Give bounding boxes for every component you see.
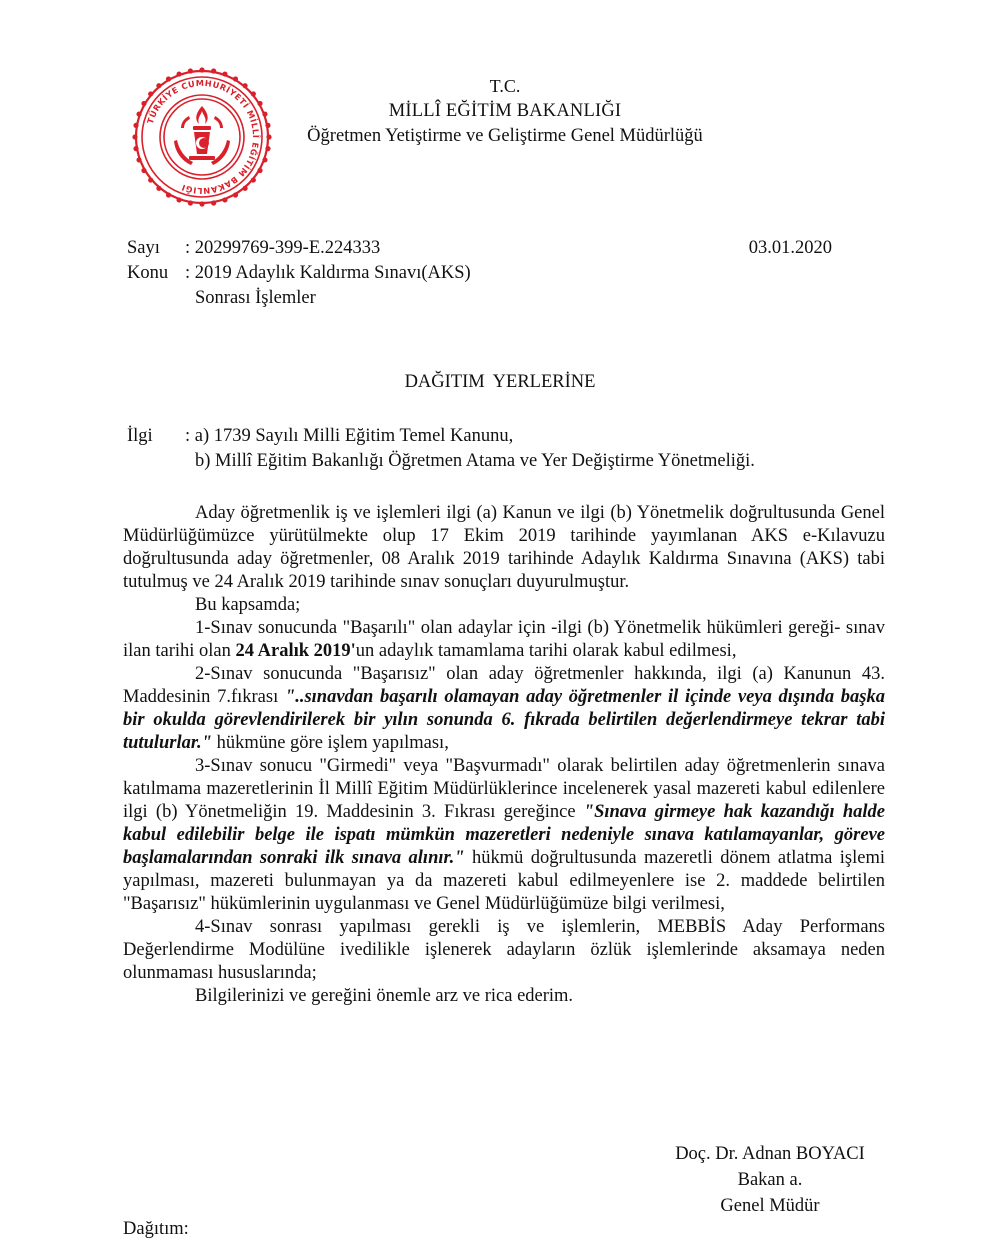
seal-edge-bump	[166, 76, 171, 81]
distribution-label: Dağıtım:	[123, 1219, 189, 1239]
subject-value-continued: Sonrası İşlemler	[195, 288, 316, 308]
seal-edge-bump	[251, 177, 256, 182]
reference-label: İlgi	[127, 426, 153, 446]
seal-edge-bump	[133, 146, 138, 151]
seal-edge-bump	[262, 111, 267, 116]
scope-paragraph: Bu kapsamda;	[195, 595, 301, 615]
reference-block	[127, 424, 847, 474]
reference-b-row	[127, 449, 847, 474]
seal-edge-bump	[211, 68, 216, 73]
seal-edge-bump	[133, 123, 138, 128]
seal-edge-bump	[233, 76, 238, 81]
seal-edge-bump	[132, 134, 137, 139]
signature-block	[600, 1141, 890, 1219]
seal-edge-bump	[199, 67, 204, 72]
item-4-paragraph: 4-Sınav sonrası yapılması gerekli iş ve işlemlerin, MEBBİS Aday Performans Değerlendirme Modülüne ivedilikle işlenerek adayların özlük işlemlerinde aksamaya neden olunmaması hususlarında;	[123, 917, 885, 983]
seal-edge-bump	[257, 101, 262, 106]
number-value: : 20299769-399-E.224333	[185, 238, 381, 258]
seal-edge-bump	[166, 192, 171, 197]
number-label: Sayı	[127, 238, 160, 258]
subject-value: : 2019 Adaylık Kaldırma Sınavı(AKS)	[185, 263, 471, 283]
seal-edge-bump	[211, 200, 216, 205]
letterhead	[270, 74, 740, 149]
seal-edge-bump	[199, 201, 204, 206]
item-3-text: 3-Sınav sonucu "Girmedi" veya "Başvurmadı" olarak belirtilen aday öğretmenlerin sınava katılmama mazeretlerinin İl Millî Eğitim Müdürlüklerince incelenerek yasal mazereti kabul edilenlere ilgi (b) Yönetmeliğin 19. Maddesinin 3. Fıkrası gereğince	[123, 756, 885, 822]
document-meta	[127, 236, 832, 311]
seal-edge-bump	[156, 186, 161, 191]
intro-paragraph: Aday öğretmenlik iş ve işlemleri ilgi (a) Kanun ve ilgi (b) Yönetmelik doğrultusunda Genel Müdürlüğümüzce yürütülmekte olup 17 Ekim 2019 tarihinde yayımlanan AKS e-Kılavuzu doğrultusunda aday öğretmenler, 08 Aralık 2019 tarihinde Adaylık Kaldırma Sınavına (AKS) tabi tutulmuş ve 24 Aralık 2019 tarihinde sınav sonuçları duyurulmuştur.	[123, 503, 885, 592]
item-1-text-end: un adaylık tamamlama tarihi olarak kabul edilmesi,	[355, 641, 737, 661]
signatory-name: Doç. Dr. Adnan BOYACI	[675, 1144, 865, 1164]
seal-edge-bump	[233, 192, 238, 197]
addressee-title: DAĞITIM YERLERİNE	[404, 372, 596, 392]
seal-edge-bump	[222, 197, 227, 202]
seal-edge-bump	[141, 168, 146, 173]
ministry-name: MİLLÎ EĞİTİM BAKANLIĞI	[388, 101, 622, 121]
number-row	[127, 236, 832, 261]
item-2-text: 2-Sınav sonucunda "Başarısız" olan aday öğretmenler hakkında, ilgi (a) Kanunun 43. Maddesinin 7.fıkrası	[123, 664, 885, 707]
signatory-title-1: Bakan a.	[737, 1170, 803, 1190]
seal-edge-bump	[222, 71, 227, 76]
subject-cont-row	[127, 286, 832, 311]
seal-edge-bump	[156, 83, 161, 88]
seal-edge-bump	[148, 91, 153, 96]
seal-edge-bump	[257, 168, 262, 173]
closing-paragraph: Bilgilerinizi ve gereğini önemle arz ve rica ederim.	[195, 986, 574, 1006]
seal-edge-bump	[141, 101, 146, 106]
item-1-text: 1-Sınav sonucunda "Başarılı" olan adaylar için -ilgi (b) Yönetmelik hükümleri gereği- sınav ilan tarihi olan	[123, 618, 885, 661]
seal-edge-bump	[136, 111, 141, 116]
ministry-seal-logo	[131, 66, 273, 208]
seal-ring-text: TÜRKİYE CUMHURİYETİ MİLLÎ EĞİTİM BAKANLIĞI	[144, 77, 262, 197]
subject-label: Konu	[127, 263, 169, 283]
country-abbrev: T.C.	[489, 76, 521, 96]
seal-edge-bump	[136, 157, 141, 162]
reference-a-row	[127, 424, 847, 449]
item-2-quote: "..sınavdan başarılı olamayan aday öğretmenler il içinde veya dışında başka bir okulda görevlendirilerek bir yılın sonunda 6. fıkrada belirtilen değerlendirmeye tekrar tabi tutulurlar."	[123, 687, 885, 753]
item-1-date: 24 Aralık 2019'	[235, 641, 356, 661]
reference-b: b) Millî Eğitim Bakanlığı Öğretmen Atama ve Yer Değiştirme Yönetmeliği.	[195, 451, 755, 471]
item-3-text-end: hükmü doğrultusunda mazeretli dönem atlatma işlemi yapılması, mazereti bulunmayan ya da mazereti kabul edilmeyenlere ise 2. maddede belirtilen "Başarısız" hükümlerinin uygulanması ve Genel Müdürlüğümüze bilgi verilmesi,	[123, 848, 885, 914]
directorate-name: Öğretmen Yetiştirme ve Geliştirme Genel Müdürlüğü	[307, 126, 703, 146]
seal-edge-bump	[148, 177, 153, 182]
seal-edge-bump	[188, 68, 193, 73]
document-date: 03.01.2020	[748, 238, 832, 258]
signatory-title-2: Genel Müdür	[720, 1196, 820, 1216]
item-3-paragraph	[123, 755, 885, 916]
item-2-text-end: hükmüne göre işlem yapılması,	[211, 733, 449, 753]
seal-edge-bump	[242, 186, 247, 191]
item-3-quote: "Sınava girmeye hak kazandığı halde kabul edilebilir belge ile ispatı mümkün mazeretleri nedeniyle sınava katılamayanlar, göreve başlamalarından sonraki ilk sınava alınır."	[123, 802, 885, 868]
seal-edge-bump	[176, 71, 181, 76]
subject-row	[127, 261, 832, 286]
letter-body	[123, 502, 885, 1008]
seal-edge-bump	[176, 197, 181, 202]
item-2-paragraph	[123, 663, 885, 755]
item-1-paragraph	[123, 617, 885, 663]
seal-edge-bump	[242, 83, 247, 88]
reference-a: : a) 1739 Sayılı Milli Eğitim Temel Kanunu,	[185, 426, 514, 446]
seal-edge-bump	[262, 157, 267, 162]
torch-emblem-icon	[174, 106, 230, 165]
seal-edge-bump	[188, 200, 193, 205]
seal-edge-bump	[251, 91, 256, 96]
